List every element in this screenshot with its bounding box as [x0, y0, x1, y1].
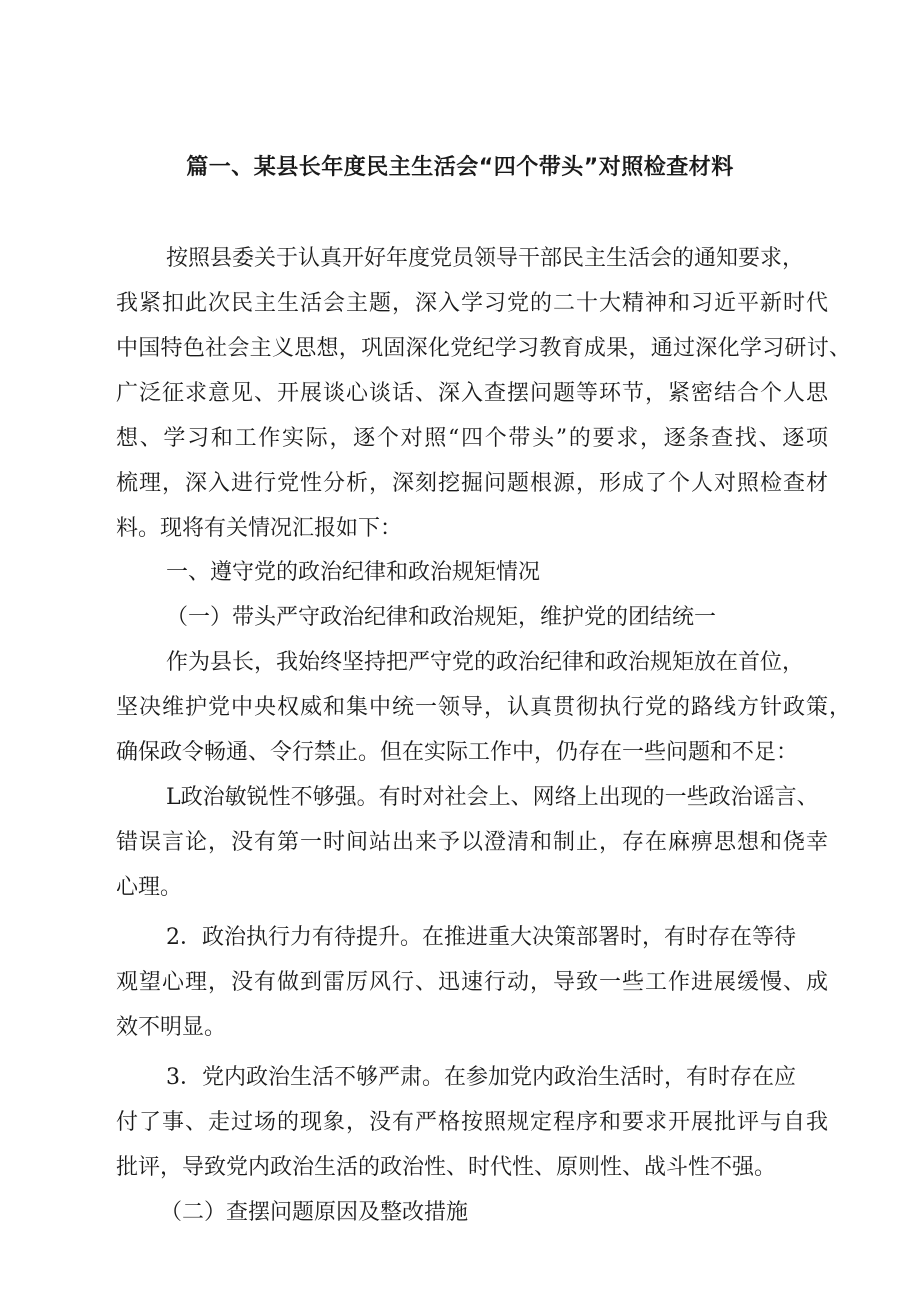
section-heading: 一、遵守党的政治纪律和政治规矩情况	[166, 560, 541, 585]
paragraph-line: 确保政令畅通、令行禁止。但在实际工作中，仍存在一些问题和不足：	[116, 740, 799, 765]
intro-line: 想、学习和工作实际，逐个对照“四个带头”的要求，逐条查找、逐项	[116, 426, 828, 451]
list-item-line: 错误言论，没有第一时间站出来予以澄清和制止，存在麻痹思想和侥幸	[116, 830, 828, 855]
intro-line: 中国特色社会主义思想，巩固深化党纪学习教育成果，通过深化学习研讨、	[116, 336, 851, 361]
list-item-line: 观望心理，没有做到雷厉风行、迅速行动，导致一些工作进展缓慢、成	[116, 970, 828, 995]
document-title: 篇一、某县长年度民主生活会“四个带头”对照检查材料	[186, 155, 734, 180]
list-item-line: L政治敏锐性不够强。有时对社会上、网络上出现的一些政治谣言、	[166, 785, 819, 810]
list-item-line: 2．政治执行力有待提升。在推进重大决策部署时，有时存在等待	[166, 925, 796, 950]
list-item-line: 心理。	[116, 875, 183, 900]
intro-line: 广泛征求意见、开展谈心谈话、深入查摆问题等环节，紧密结合个人思	[116, 381, 828, 406]
intro-line: 我紧扣此次民主生活会主题，深入学习党的二十大精神和习近平新时代	[116, 291, 828, 316]
intro-line: 按照县委关于认真开好年度党员领导干部民主生活会的通知要求，	[166, 246, 805, 271]
paragraph-line: 坚决维护党中央权威和集中统一领导，认真贯彻执行党的路线方针政策，	[116, 695, 851, 720]
list-item-line: 3．党内政治生活不够严肃。在参加党内政治生活时，有时存在应	[166, 1065, 796, 1090]
paragraph-line: 作为县长，我始终坚持把严守党的政治纪律和政治规矩放在首位，	[166, 650, 805, 675]
list-item-line: 付了事、走过场的现象，没有严格按照规定程序和要求开展批评与自我	[116, 1110, 828, 1135]
subsection-heading: （二）查摆问题原因及整改措施	[160, 1200, 469, 1225]
intro-line: 料。现将有关情况汇报如下：	[116, 516, 403, 541]
list-item-line: 批评，导致党内政治生活的政治性、时代性、原则性、战斗性不强。	[116, 1155, 777, 1180]
list-item-line: 效不明显。	[116, 1015, 227, 1040]
subsection-heading: （一）带头严守政治纪律和政治规矩，维护党的团结统一	[166, 605, 717, 630]
intro-line: 梳理，深入进行党性分析，深刻挖掘问题根源，形成了个人对照检查材	[116, 471, 828, 496]
